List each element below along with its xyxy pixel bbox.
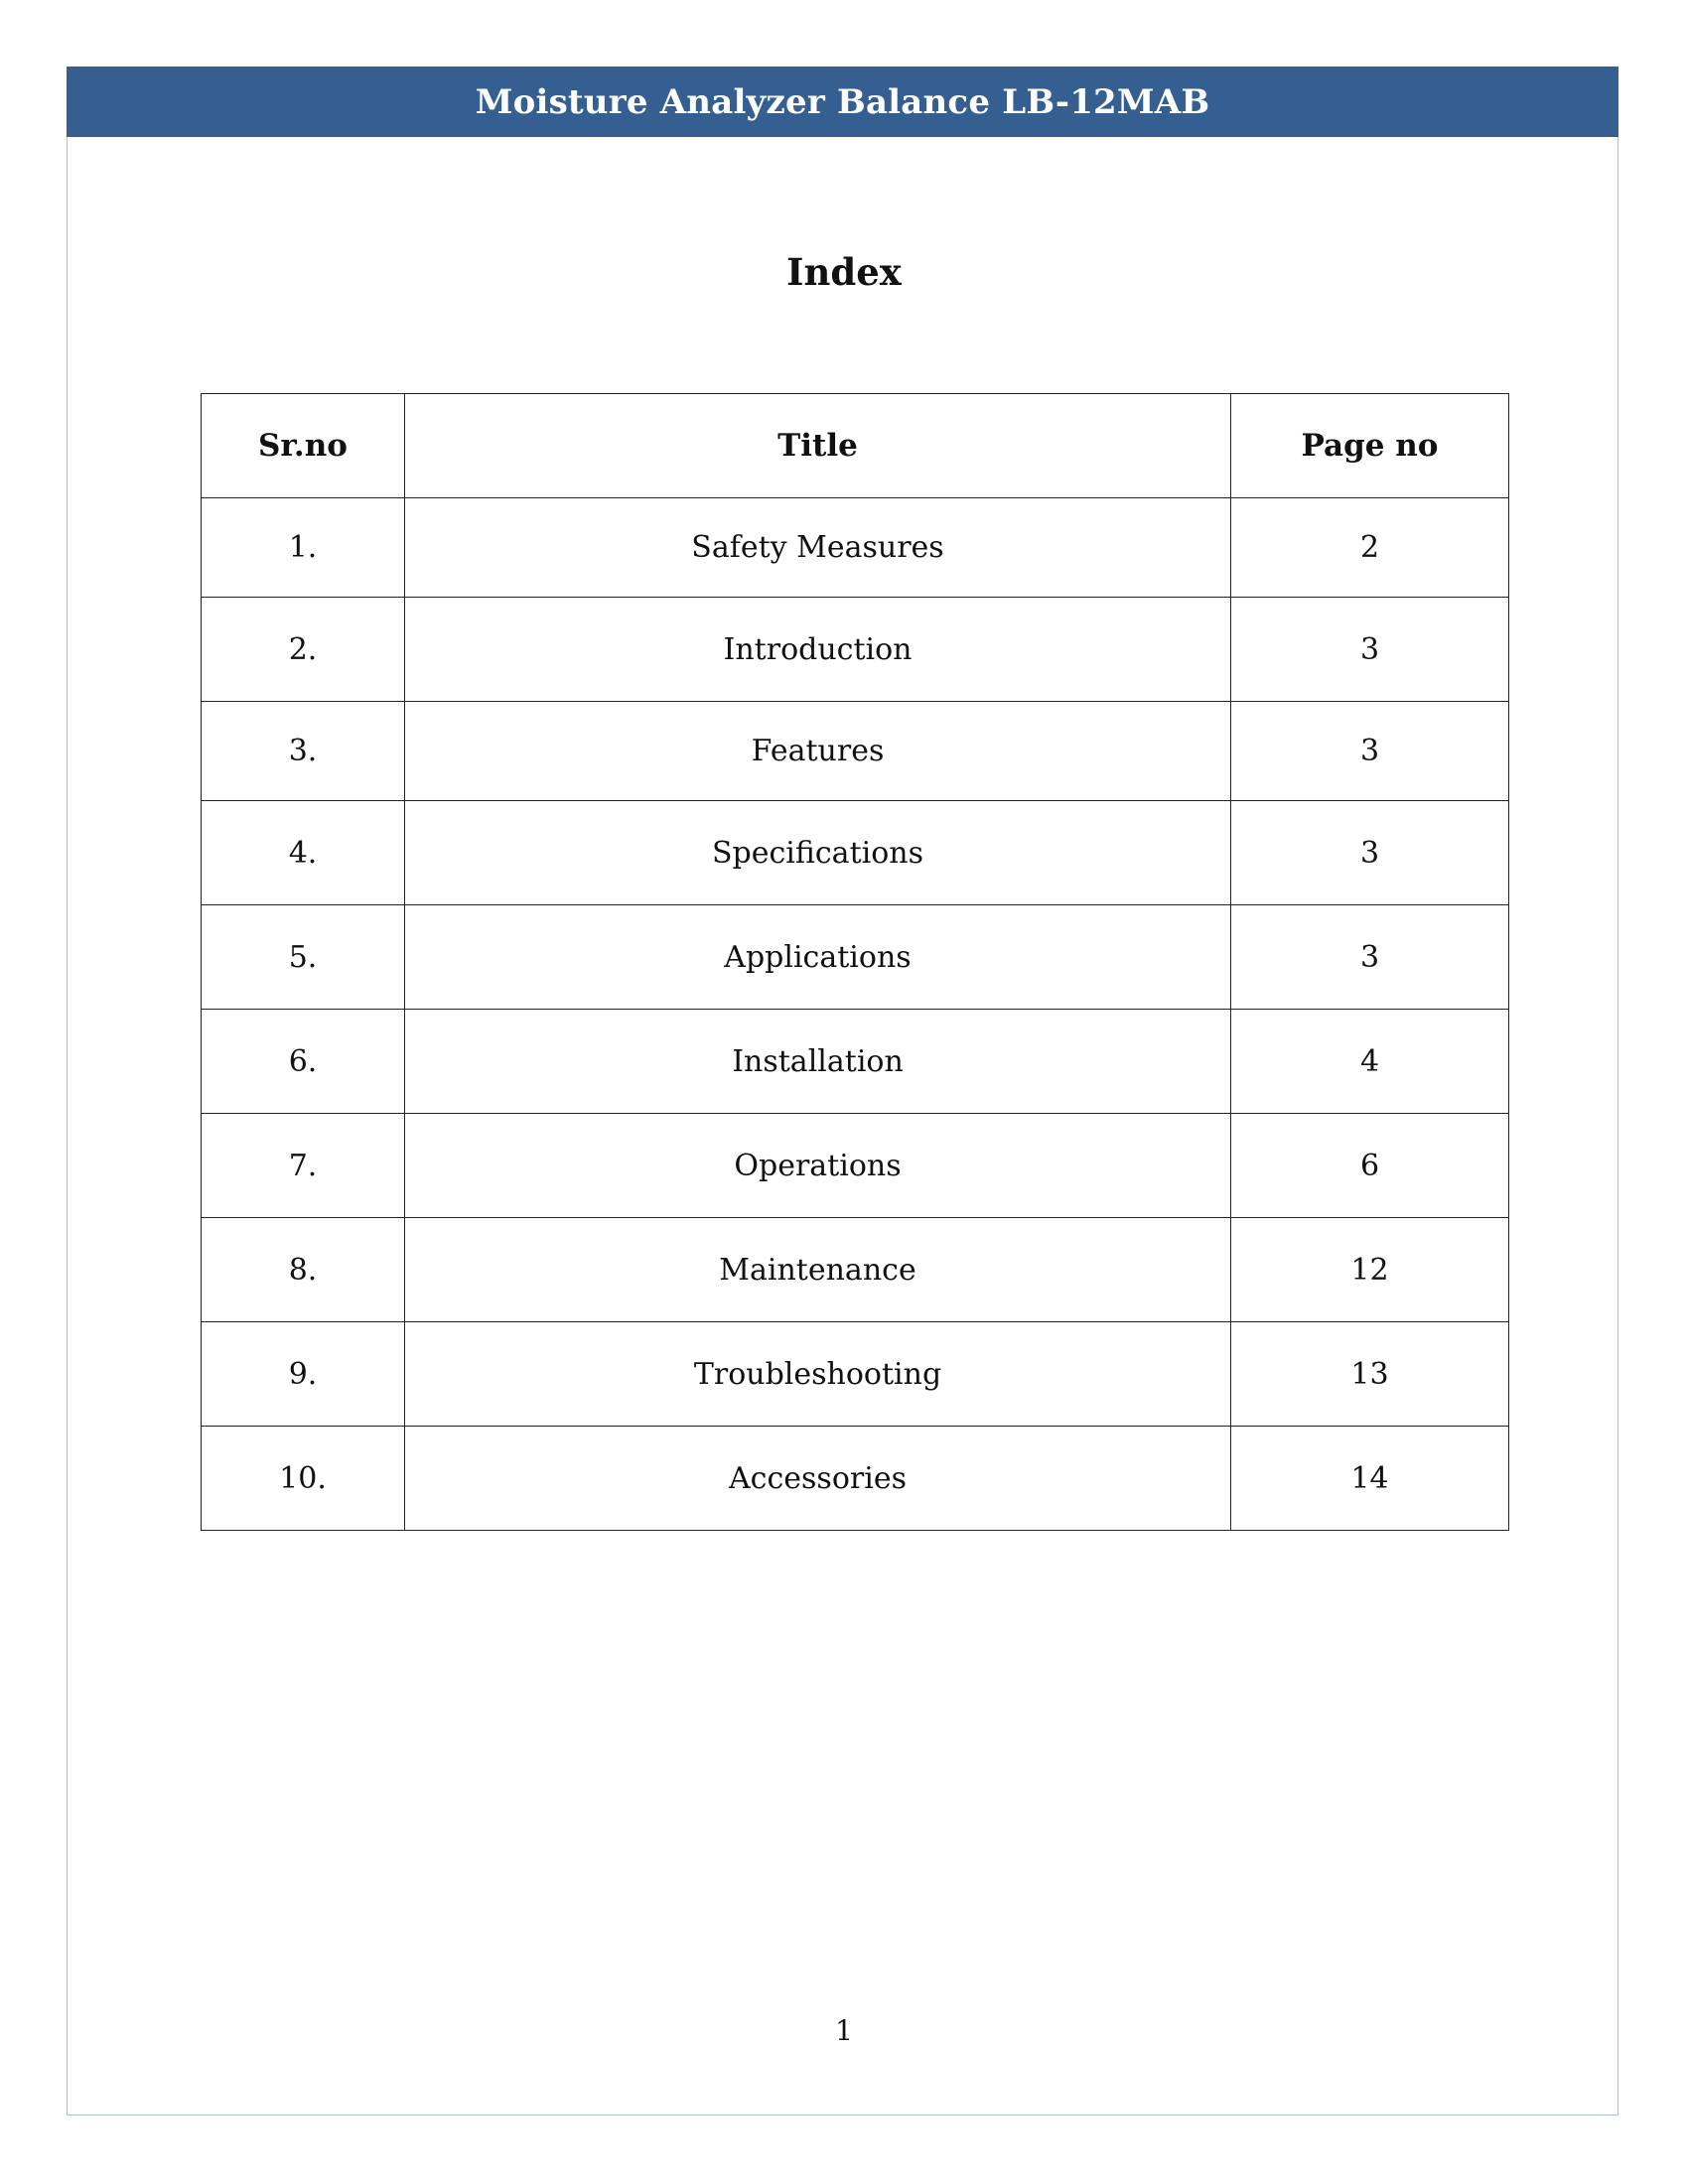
- cell-title: Applications: [405, 905, 1231, 1010]
- cell-sr-no: 9.: [202, 1322, 405, 1427]
- cell-page-no: 6: [1231, 1114, 1509, 1218]
- table-header-row: [202, 394, 1509, 498]
- cell-title: Accessories: [405, 1427, 1231, 1531]
- cell-page-no: 3: [1231, 702, 1509, 801]
- page-title: Index: [786, 250, 902, 294]
- cell-page-no: 3: [1231, 598, 1509, 702]
- cell-sr-no: 4.: [202, 801, 405, 905]
- cell-page-no: 4: [1231, 1010, 1509, 1114]
- cell-page-no: 2: [1231, 498, 1509, 598]
- document-header-title: Moisture Analyzer Balance LB-12MAB: [475, 81, 1210, 122]
- cell-title: Introduction: [405, 598, 1231, 702]
- page-number: 1: [835, 2014, 853, 2047]
- index-table: [201, 393, 1509, 1531]
- cell-sr-no: 5.: [202, 905, 405, 1010]
- table-row: [202, 1427, 1509, 1531]
- document-header-bar: [67, 67, 1618, 137]
- table-row: [202, 1114, 1509, 1218]
- table-row: [202, 498, 1509, 598]
- cell-sr-no: 7.: [202, 1114, 405, 1218]
- cell-page-no: 12: [1231, 1218, 1509, 1322]
- cell-title: Operations: [405, 1114, 1231, 1218]
- cell-page-no: 3: [1231, 905, 1509, 1010]
- table-row: [202, 702, 1509, 801]
- column-header-title: Title: [405, 394, 1231, 498]
- cell-title: Specifications: [405, 801, 1231, 905]
- cell-page-no: 13: [1231, 1322, 1509, 1427]
- cell-title: Troubleshooting: [405, 1322, 1231, 1427]
- cell-page-no: 3: [1231, 801, 1509, 905]
- cell-sr-no: 10.: [202, 1427, 405, 1531]
- cell-page-no: 14: [1231, 1427, 1509, 1531]
- cell-sr-no: 2.: [202, 598, 405, 702]
- table-row: [202, 1010, 1509, 1114]
- table-row: [202, 801, 1509, 905]
- column-header-page-no: Page no: [1231, 394, 1509, 498]
- cell-title: Installation: [405, 1010, 1231, 1114]
- table-row: [202, 905, 1509, 1010]
- cell-sr-no: 8.: [202, 1218, 405, 1322]
- table-row: [202, 1218, 1509, 1322]
- table-row: [202, 1322, 1509, 1427]
- cell-title: Safety Measures: [405, 498, 1231, 598]
- cell-sr-no: 6.: [202, 1010, 405, 1114]
- column-header-sr-no: Sr.no: [202, 394, 405, 498]
- cell-title: Maintenance: [405, 1218, 1231, 1322]
- table-row: [202, 598, 1509, 702]
- cell-sr-no: 1.: [202, 498, 405, 598]
- cell-sr-no: 3.: [202, 702, 405, 801]
- cell-title: Features: [405, 702, 1231, 801]
